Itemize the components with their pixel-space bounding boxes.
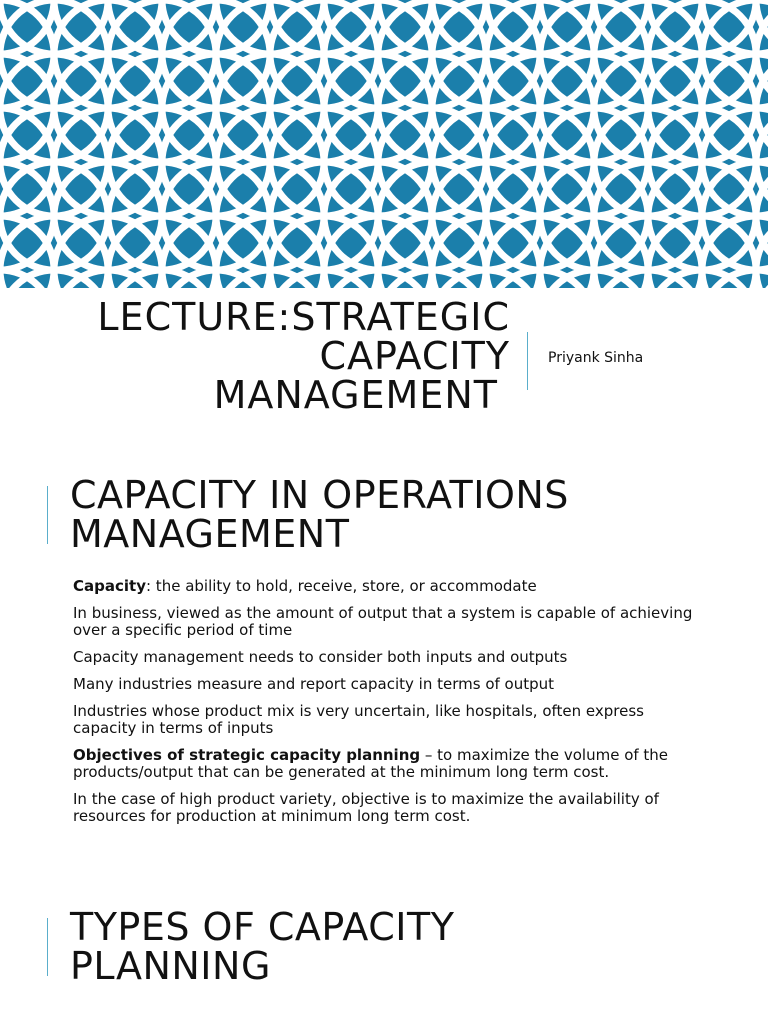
bullet-bold-term: Capacity	[73, 577, 146, 595]
lecture-title-line-2: CAPACITY	[319, 334, 510, 378]
section-heading-line-1: CAPACITY IN OPERATIONS	[70, 473, 569, 517]
bullet-text: : the ability to hold, receive, store, or accommodate	[145, 577, 537, 595]
list-item	[73, 578, 693, 595]
bullet-text: Capacity management needs to consider both inputs and outputs	[73, 648, 568, 666]
lecture-title-line-1: LECTURE:STRATEGIC	[97, 295, 510, 339]
section-accent-bar	[47, 918, 48, 976]
section-heading-line-2: MANAGEMENT	[70, 512, 350, 556]
section-heading-types	[70, 905, 455, 988]
list-item	[73, 703, 693, 737]
circle-pattern-graphic	[0, 0, 768, 288]
bullet-text: In business, viewed as the amount of output that a system is capable of achieving over a specific period of time	[73, 604, 693, 639]
bullet-bold-term: Objectives of strategic capacity planning	[73, 746, 421, 764]
section-heading-line-1: TYPES OF CAPACITY	[70, 905, 455, 949]
list-item	[73, 791, 693, 825]
bullet-text: – to maximize the volume of the products/output that can be generated at the minimum long term cost.	[73, 746, 669, 781]
bullet-text: In the case of high product variety, objective is to maximize the availability of resources for production at minimum long term cost.	[73, 790, 659, 825]
capacity-bullet-list	[73, 578, 693, 835]
list-item	[73, 676, 693, 693]
list-item	[73, 747, 693, 781]
pattern-banner	[0, 0, 768, 288]
bullet-text: Many industries measure and report capacity in terms of output	[73, 675, 555, 693]
list-item	[73, 649, 693, 666]
lecture-title-line-3: MANAGEMENT	[213, 373, 498, 417]
section-accent-bar	[47, 486, 48, 544]
section-heading-capacity	[70, 473, 569, 556]
bullet-text: Industries whose product mix is very uncertain, like hospitals, often express capacity in terms of inputs	[73, 702, 644, 737]
section-heading-line-2: PLANNING	[70, 944, 271, 988]
list-item	[73, 605, 693, 639]
author-name: Priyank Sinha	[548, 350, 644, 366]
title-block	[40, 295, 510, 417]
lecture-title	[40, 295, 510, 417]
title-divider	[527, 332, 528, 390]
